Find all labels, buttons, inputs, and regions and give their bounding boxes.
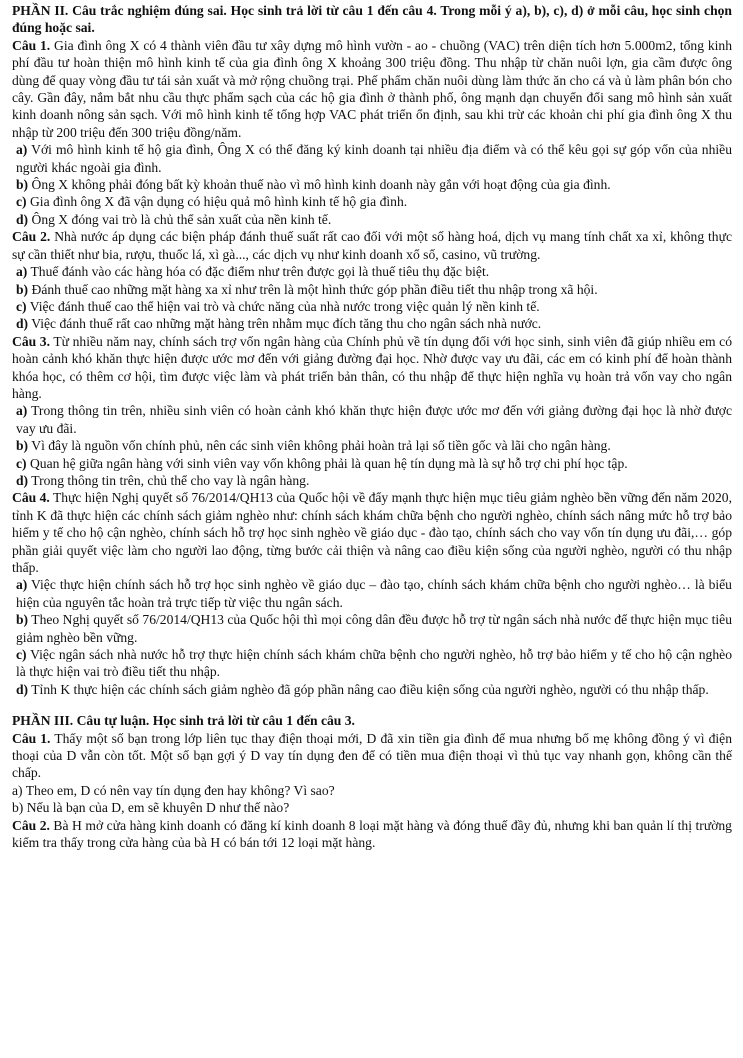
option-text: Việc đánh thuế rất cao những mặt hàng trên nhằm mục đích tăng thu cho ngân sách nhà nước. xyxy=(31,316,542,332)
option-text: Việc ngân sách nhà nước hỗ trợ thực hiện chính sách khám chữa bệnh cho người nghèo, hỗ trợ bảo hiểm y tế cho hộ cận nghèo là thực hiện vai trò điều tiết thu nhập. xyxy=(16,647,732,680)
option-d xyxy=(12,472,732,489)
question-label: Câu 1. xyxy=(12,730,51,746)
option-text: Thuế đánh vào các hàng hóa có đặc điểm như trên được gọi là thuế tiêu thụ đặc biệt. xyxy=(30,264,490,280)
option-label: d) xyxy=(16,681,29,697)
question-label: Câu 3. xyxy=(12,333,50,349)
option-text: Gia đình ông X đã vận dụng có hiệu quả mô hình kinh tế hộ gia đình. xyxy=(29,194,408,210)
option-text: Ông X không phải đóng bất kỳ khoản thuế nào vì mô hình kinh doanh này gắn với hoạt động của gia đình. xyxy=(31,177,611,193)
section-spacer xyxy=(12,698,732,712)
option-label: d) xyxy=(16,472,29,488)
option-label: d) xyxy=(16,211,29,227)
option-text: Việc thực hiện chính sách hỗ trợ học sinh nghèo về giáo dục – đào tạo, chính sách khám chữa bệnh cho người nghèo… là biểu hiện của nguyên tắc hoàn trả trực tiếp từ việc thu ngân sách. xyxy=(16,577,732,610)
option-label: a) xyxy=(16,403,28,419)
option-text: Việc đánh thuế cao thể hiện vai trò và chức năng của nhà nước trong việc quản lý nền kinh tế. xyxy=(29,298,540,314)
option-d xyxy=(12,681,732,698)
option-text: Vì đây là nguồn vốn chính phủ, nên các sinh viên không phải hoàn trả lại số tiền gốc và lãi cho ngân hàng. xyxy=(31,438,611,454)
sub-question-a: a) Theo em, D có nên vay tín dụng đen hay không? Vì sao? xyxy=(12,782,335,798)
question-stem xyxy=(12,489,732,576)
option-label: b) xyxy=(16,177,29,193)
option-a xyxy=(12,263,732,280)
option-label: c) xyxy=(16,647,27,663)
question-stem xyxy=(12,228,732,263)
option-text: Theo Nghị quyết số 76/2014/QH13 của Quốc hội thì mọi công dân đều được hỗ trợ từ ngân sách nhà nước để thực hiện mục tiêu giảm nghèo bền vững. xyxy=(16,612,732,645)
question-text: Thực hiện Nghị quyết số 76/2014/QH13 của Quốc hội về đẩy mạnh thực hiện mục tiêu giảm nghèo bền vững đến năm 2020, tỉnh K đã thực hiện các chính sách giảm nghèo như: chính sách khám chữa bệnh cho người nghèo, chính sách nâng mức hỗ trợ bảo hiểm y tế cho hộ cận nghèo, chính sách hỗ trợ học sinh nghèo về giáo dục - đào tạo, chính sách cho vay vốn tín dụng ưu đãi,… góp phần giải quyết việc làm cho người lao động, từng bước cải thiện và nâng cao điều kiện sống của người nghèo, người có thu nhập thấp. xyxy=(12,490,732,575)
option-text: Trong thông tin trên, nhiều sinh viên có hoàn cảnh khó khăn thực hiện được ước mơ đến với giảng đường đại học là nhờ được vay ưu đãi. xyxy=(16,403,732,436)
option-label: c) xyxy=(16,455,27,471)
question-stem xyxy=(12,730,732,782)
option-text: Trong thông tin trên, chủ thể cho vay là ngân hàng. xyxy=(31,472,310,488)
option-label: a) xyxy=(16,142,28,158)
question-stem xyxy=(12,817,732,852)
option-a xyxy=(12,402,732,437)
option-c xyxy=(12,455,732,472)
option-label: c) xyxy=(16,194,27,210)
question-label: Câu 1. xyxy=(12,37,51,53)
option-c xyxy=(12,298,732,315)
part2-question-1 xyxy=(12,37,732,228)
option-label: c) xyxy=(16,298,27,314)
part2-question-2 xyxy=(12,228,732,332)
question-text: Thấy một số bạn trong lớp liên tục thay điện thoại mới, D đã xin tiền gia đình để mua nhưng bố mẹ không đồng ý vì điện thoại của D vẫn còn tốt. Một số bạn gợi ý D vay tín dụng đen để có tiền mua điện thoại vì thủ tục vay nhanh gọn, không cần thế chấp. xyxy=(12,730,732,781)
question-label: Câu 2. xyxy=(12,817,50,833)
option-text: Đánh thuế cao những mặt hàng xa xỉ như trên là một hình thức góp phần điều tiết thu nhập trong xã hội. xyxy=(31,281,598,297)
option-a xyxy=(12,141,732,176)
part3-question-1 xyxy=(12,730,732,817)
question-text: Nhà nước áp dụng các biện pháp đánh thuế suất rất cao đối với một số hàng hoá, dịch vụ mang tính chất xa xỉ, không thực sự cần thiết như bia, rượu, thuốc lá, xì gà..., các dịch vụ như kinh doanh xổ số, casino, vũ trường. xyxy=(12,229,732,262)
question-label: Câu 2. xyxy=(12,229,51,245)
option-label: a) xyxy=(16,577,28,593)
part2-question-4 xyxy=(12,489,732,698)
sub-question-b: b) Nếu là bạn của D, em sẽ khuyên D như thế nào? xyxy=(12,800,290,816)
option-text: Tỉnh K thực hiện các chính sách giảm nghèo đã góp phần nâng cao điều kiện sống của người nghèo, người có thu nhập thấp. xyxy=(31,681,709,697)
option-label: b) xyxy=(16,438,29,454)
option-c xyxy=(12,646,732,681)
question-label: Câu 4. xyxy=(12,490,50,506)
part2-question-3 xyxy=(12,333,732,490)
option-d xyxy=(12,211,732,228)
option-b xyxy=(12,437,732,454)
part3-question-2 xyxy=(12,817,732,852)
question-text: Từ nhiều năm nay, chính sách trợ vốn ngân hàng của Chính phủ về tín dụng đối với học sinh, sinh viên đã giúp nhiều em có hoàn cảnh khó khăn thực hiện được ước mơ đến với giảng đường đại học. Nhờ được vay ưu đãi, các em có kinh phí để hoàn thành khóa học, có thêm cơ hội, tìm được việc làm và phát triển bản thân, có thu nhập để thực hiện nghĩa vụ hoàn trả vốn vay cho ngân hàng. xyxy=(12,333,732,401)
option-label: b) xyxy=(16,281,29,297)
option-d xyxy=(12,315,732,332)
option-text: Với mô hình kinh tế hộ gia đình, Ông X có thể đăng ký kinh doanh tại nhiều địa điểm và có thể kêu gọi sự góp vốn của nhiều người khác ngoài gia đình. xyxy=(16,142,732,175)
question-stem xyxy=(12,333,732,403)
option-text: Quan hệ giữa ngân hàng với sinh viên vay vốn không phải là quan hệ tín dụng mà là sự hỗ trợ chi phí học tập. xyxy=(29,455,628,471)
option-b xyxy=(12,611,732,646)
option-b xyxy=(12,176,732,193)
question-stem xyxy=(12,37,732,141)
option-text: Ông X đóng vai trò là chủ thể sản xuất của nền kinh tế. xyxy=(31,211,332,227)
option-a xyxy=(12,576,732,611)
question-text: Bà H mở cửa hàng kinh doanh có đăng kí kinh doanh 8 loại mặt hàng và đóng thuế đầy đủ, nhưng khi ban quản lí thị trường kiểm tra thấy trong cửa hàng của bà H có bán tới 12 loại mặt hàng. xyxy=(12,817,732,851)
option-label: b) xyxy=(16,612,29,628)
question-text: Gia đình ông X có 4 thành viên đầu tư xây dựng mô hình vườn - ao - chuồng (VAC) trên diện tích hơn 5.000m2, tổng kinh phí đầu tư hoàn thiện mô hình kinh tế của gia đình ông X khoảng 300 triệu đồng. Thu nhập từ chăn nuôi lợn, gia cầm được ông dùng để quay vòng đầu tư tái sản xuất và mở rộng chuồng trại. Phế phẩm chăn nuôi dùng làm thức ăn cho cá và ủ làm phân bón cho cây. Gần đây, nắm bắt nhu cầu thực phẩm sạch của các hộ gia đình ở thành phố, ông mạnh dạn chuyển đổi sang mô hình sản xuất kinh doanh nông sản sạch. Với mô hình kinh tế tổng hợp VAC phát triển ổn định, sau khi trừ các khoản chi phí gia đình ông X thu nhập từ 200 triệu đến 300 triệu đồng/năm. xyxy=(12,37,732,140)
option-label: d) xyxy=(16,316,29,332)
part3-heading: PHẦN III. Câu tự luận. Học sinh trả lời từ câu 1 đến câu 3. xyxy=(12,713,355,729)
part2-heading: PHẦN II. Câu trắc nghiệm đúng sai. Học sinh trả lời từ câu 1 đến câu 4. Trong mỗi ý a), b), c), d) ở mỗi câu, học sinh chọn đúng hoặc sai. xyxy=(12,3,732,36)
option-c xyxy=(12,193,732,210)
option-b xyxy=(12,281,732,298)
option-label: a) xyxy=(16,264,28,280)
